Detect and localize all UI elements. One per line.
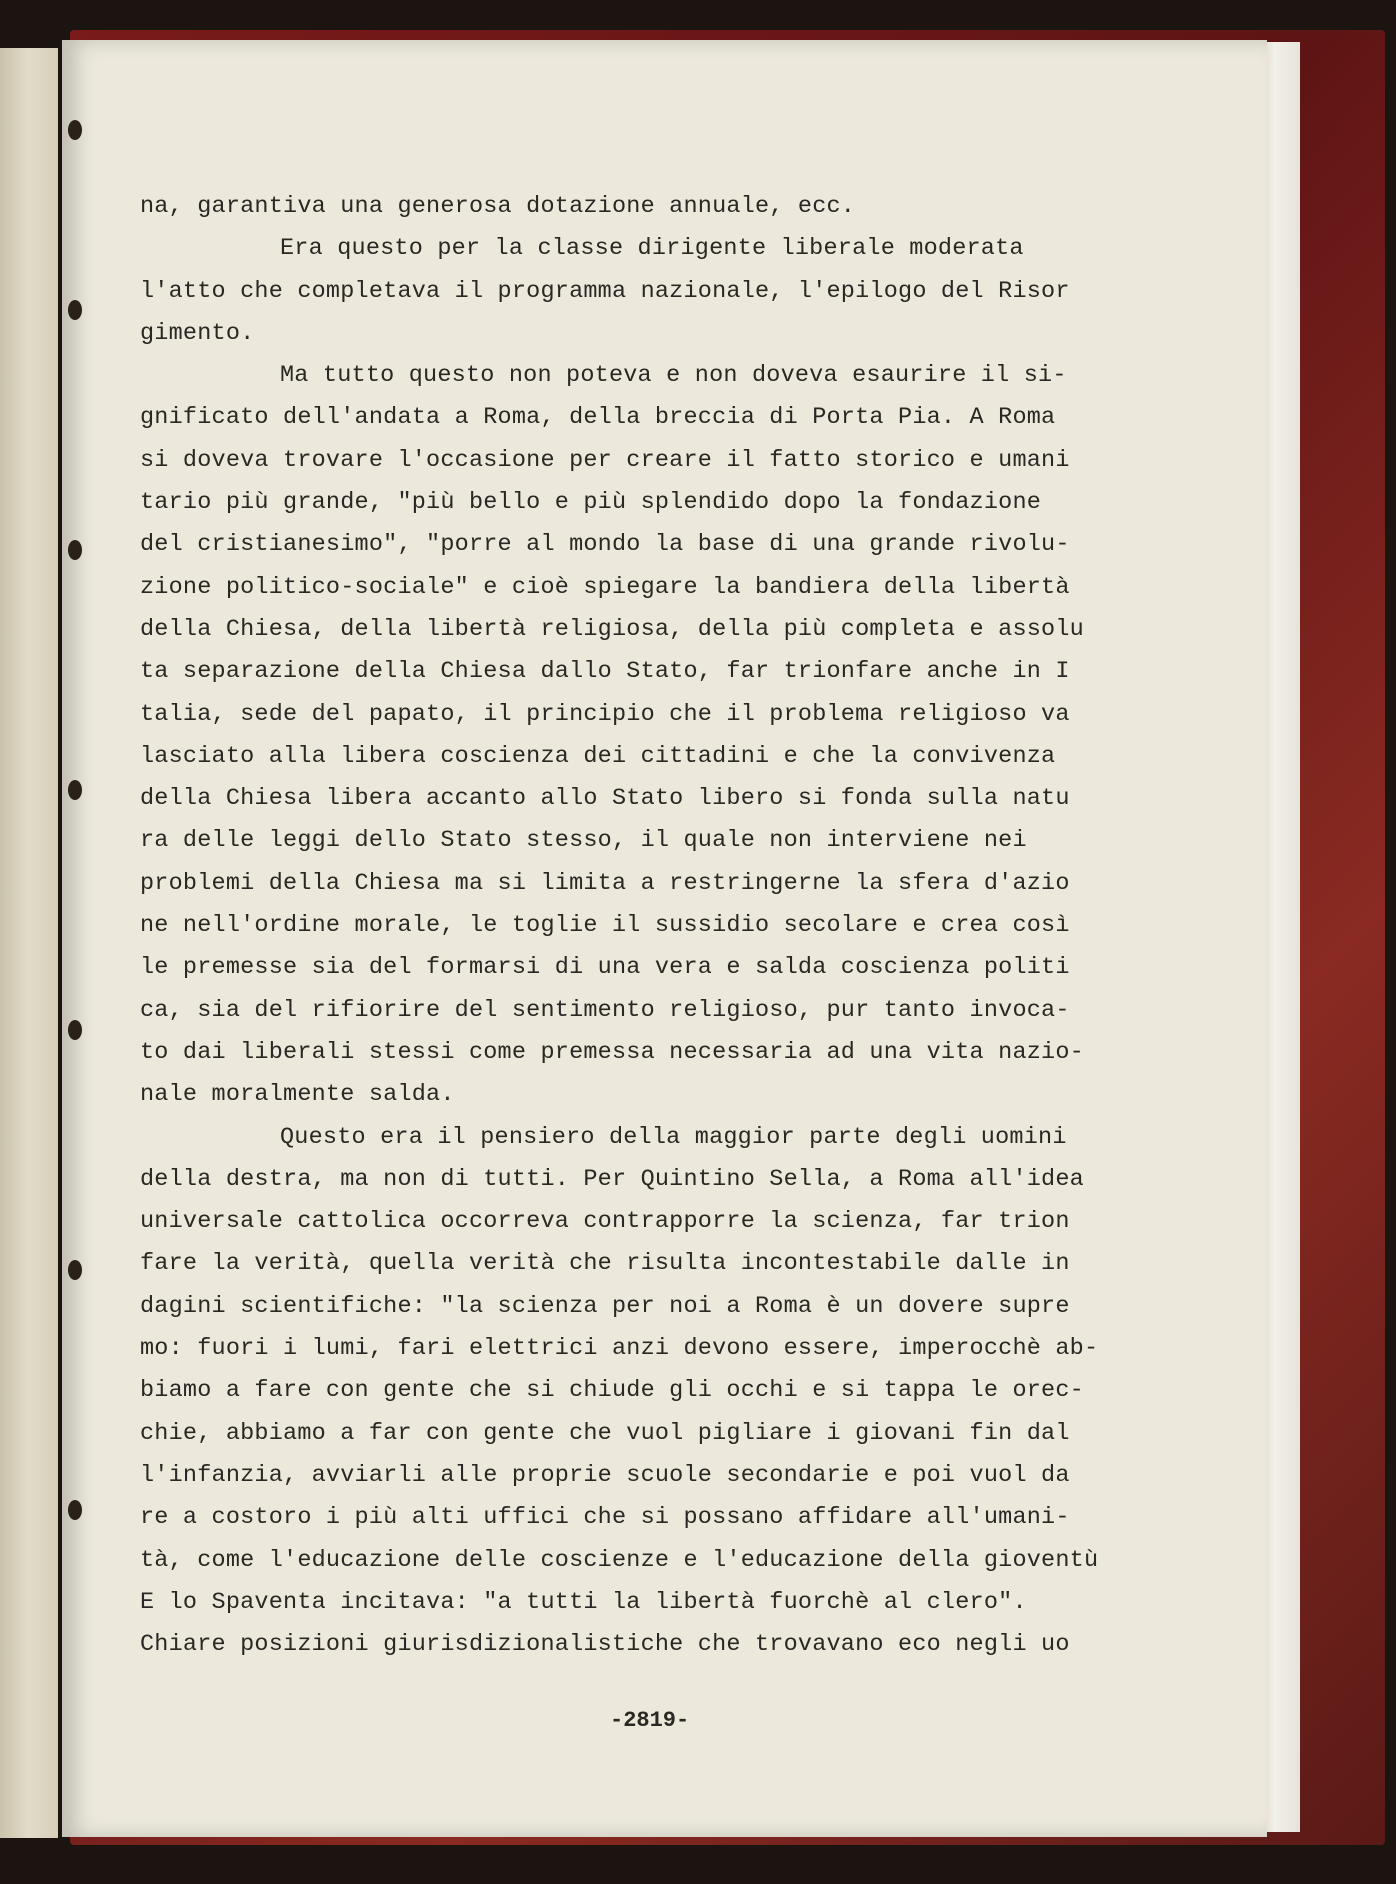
text-line: del cristianesimo", "porre al mondo la base di una grande rivolu- (140, 531, 1070, 559)
text-line: Chiare posizioni giurisdizionalistiche che trovavano eco negli uo (140, 1631, 1070, 1659)
binding-hole (68, 1020, 82, 1040)
text-line: fare la verità, quella verità che risulta incontestabile dalle in (140, 1250, 1070, 1278)
text-line: nale moralmente salda. (140, 1081, 455, 1109)
text-line: della Chiesa libera accanto allo Stato libero si fonda sulla natu (140, 785, 1070, 813)
text-line: problemi della Chiesa ma si limita a restringerne la sfera d'azio (140, 869, 1070, 897)
text-line: ca, sia del rifiorire del sentimento religioso, pur tanto invoca- (140, 996, 1070, 1024)
text-line: re a costoro i più alti uffici che si possano affidare all'umani- (140, 1504, 1070, 1532)
text-line: si doveva trovare l'occasione per creare il fatto storico e umani (140, 446, 1070, 474)
text-line: della Chiesa, della libertà religiosa, della più completa e assolu (140, 615, 1084, 643)
binding-hole (68, 540, 82, 560)
text-line: na, garantiva una generosa dotazione annuale, ecc. (140, 193, 856, 220)
binding-hole (68, 300, 82, 320)
text-line: tà, come l'educazione delle coscienze e l'educazione della gioventù (140, 1546, 1099, 1574)
text-line: le premesse sia del formarsi di una vera e salda coscienza politi (140, 954, 1070, 982)
text-line: universale cattolica occorreva contrapporre la scienza, far trion (140, 1208, 1070, 1236)
text-line: tario più grande, "più bello e più splendido dopo la fondazione (140, 489, 1042, 517)
text-line: ta separazione della Chiesa dallo Stato, far trionfare anche in I (140, 658, 1070, 686)
text-line: lasciato alla libera coscienza dei cittadini e che la convivenza (140, 742, 1056, 770)
text-line: l'atto che completava il programma nazionale, l'epilogo del Risor (140, 277, 1070, 305)
text-line: dagini scientifiche: "la scienza per noi a Roma è un dovere supre (140, 1292, 1070, 1320)
text-line: ne nell'ordine morale, le toglie il sussidio secolare e crea così (140, 912, 1070, 940)
left-page-edge (0, 48, 58, 1838)
text-line: gnificato dell'andata a Roma, della breccia di Porta Pia. A Roma (140, 404, 1056, 432)
text-line: talia, sede del papato, il principio che il problema religioso va (140, 700, 1070, 728)
binding-hole (68, 780, 82, 800)
binding-hole (68, 1260, 82, 1280)
text-line: Ma tutto questo non poteva e non doveva esaurire il si- (280, 362, 1067, 390)
text-line: E lo Spaventa incitava: "a tutti la libertà fuorchè al clero". (140, 1588, 1027, 1616)
text-line: ra delle leggi dello Stato stesso, il quale non interviene nei (140, 827, 1027, 855)
text-line: to dai liberali stessi come premessa necessaria ad una vita nazio- (140, 1038, 1084, 1066)
binding-hole (68, 120, 82, 140)
text-line: Questo era il pensiero della maggior parte degli uomini (280, 1123, 1067, 1151)
text-line: gimento. (140, 319, 255, 347)
text-line: mo: fuori i lumi, fari elettrici anzi devono essere, imperocchè ab- (140, 1335, 1099, 1363)
text-line: della destra, ma non di tutti. Per Quintino Sella, a Roma all'idea (140, 1165, 1084, 1193)
text-line: l'infanzia, avviarli alle proprie scuole secondarie e poi vuol da (140, 1461, 1070, 1489)
text-line: biamo a fare con gente che si chiude gli occhi e si tappa le orec- (140, 1377, 1084, 1405)
text-line: chie, abbiamo a far con gente che vuol pigliare i giovani fin dal (140, 1419, 1070, 1447)
binding-hole (68, 1500, 82, 1520)
text-line: Era questo per la classe dirigente liberale moderata (280, 235, 1024, 263)
typed-text-body (140, 186, 1160, 1666)
page-number: -2819- (610, 1708, 690, 1733)
text-line: zione politico-sociale" e cioè spiegare la bandiera della libertà (140, 573, 1070, 601)
